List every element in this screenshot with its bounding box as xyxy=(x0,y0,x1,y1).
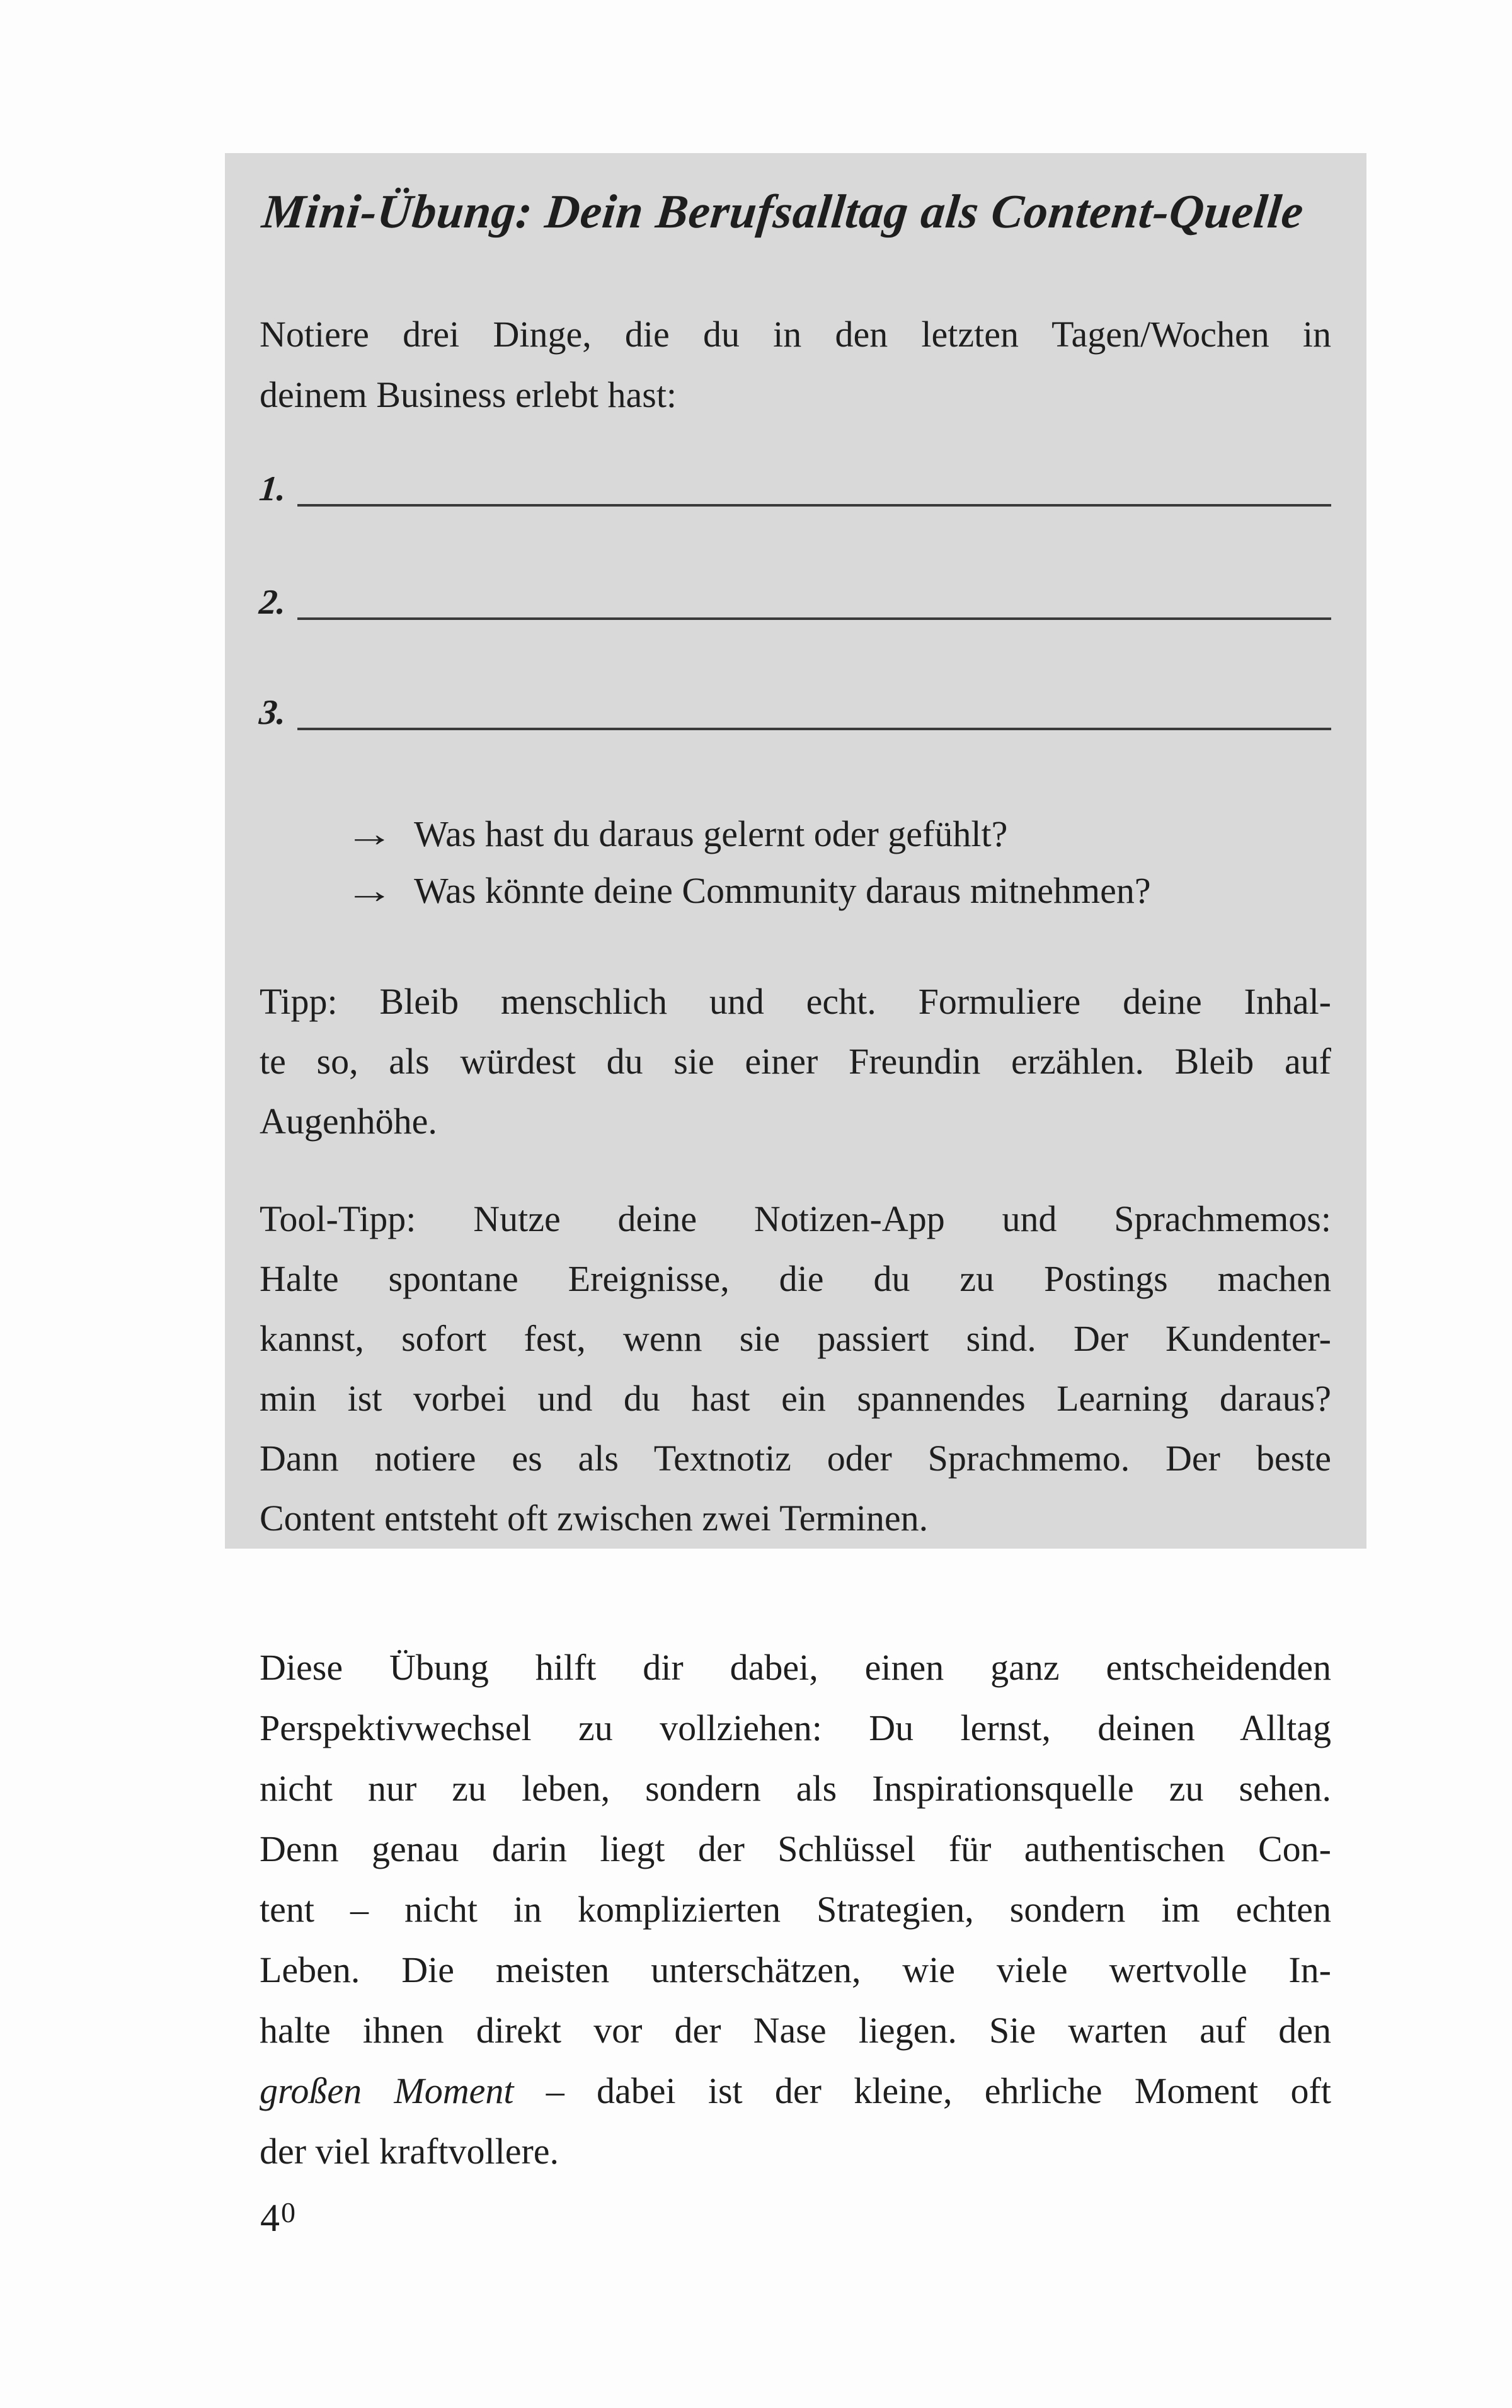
tipp-paragraph xyxy=(260,972,1331,1151)
text-line: te so, als würdest du sie einer Freundin erzählen. Bleib auf xyxy=(260,1041,1331,1082)
right-arrow-icon: → xyxy=(345,813,394,854)
text-line: Denn genau darin liegt der Schlüssel für authentischen Con- xyxy=(260,1828,1331,1869)
text-line: Augenhöhe. xyxy=(260,1101,437,1142)
text-line: Diese Übung hilft dir dabei, einen ganz entscheidenden xyxy=(260,1647,1331,1688)
page-number-digit: 4 xyxy=(260,2197,281,2240)
arrow-question-2 xyxy=(260,863,1331,919)
blank-line-1 xyxy=(257,455,1331,508)
arrow-question-1 xyxy=(260,806,1331,863)
blank-line-2 xyxy=(257,568,1331,622)
text-line: min ist vorbei und du hast ein spannendes Learning daraus? xyxy=(260,1378,1331,1419)
arrow-question-text: Was hast du daraus gelernt oder gefühlt? xyxy=(414,813,1008,854)
body-paragraph xyxy=(260,1637,1331,2182)
text-line: Content entsteht oft zwischen zwei Terminen. xyxy=(260,1498,929,1539)
arrow-question-list xyxy=(260,806,1331,919)
blank-rule-2 xyxy=(297,568,1331,620)
exercise-box xyxy=(225,153,1366,1549)
text-line: Tool-Tipp: Nutze deine Notizen-App und Sprachmemos: xyxy=(260,1198,1331,1239)
text-line: Notiere drei Dinge, die du in den letzten Tagen/Wochen in xyxy=(260,314,1331,355)
text-line: deinem Business erlebt hast: xyxy=(260,374,677,415)
exercise-intro xyxy=(260,304,1331,425)
text-line: Leben. Die meisten unterschätzen, wie viele wertvolle In- xyxy=(260,1949,1331,1990)
exercise-title: Mini-Übung: Dein Berufsalltag als Content-Quelle xyxy=(260,185,1307,238)
blank-number-3: 3. xyxy=(257,693,289,732)
text-line: Halte spontane Ereignisse, die du zu Postings machen xyxy=(260,1258,1331,1299)
page-number xyxy=(260,2196,297,2241)
text-line: tent – nicht in komplizierten Strategien, sondern im echten xyxy=(260,1889,1331,1930)
text-line: großen Moment – dabei ist der kleine, ehrliche Moment oft xyxy=(260,2070,1331,2111)
text-line: der viel kraftvollere. xyxy=(260,2131,559,2172)
text-line: kannst, sofort fest, wenn sie passiert sind. Der Kundenter- xyxy=(260,1318,1331,1359)
text-line: Dann notiere es als Textnotiz oder Sprachmemo. Der beste xyxy=(260,1438,1331,1479)
text-line: Perspektivwechsel zu vollziehen: Du lernst, deinen Alltag xyxy=(260,1707,1331,1748)
right-arrow-icon: → xyxy=(345,870,394,911)
blank-number-2: 2. xyxy=(257,583,289,622)
arrow-question-text: Was könnte deine Community daraus mitnehmen? xyxy=(414,870,1151,911)
blank-rule-1 xyxy=(297,455,1331,507)
blank-number-1: 1. xyxy=(257,469,289,508)
text-line: halte ihnen direkt vor der Nase liegen. Sie warten auf den xyxy=(260,2010,1331,2051)
blank-line-3 xyxy=(257,679,1331,732)
text-line: nicht nur zu leben, sondern als Inspirationsquelle zu sehen. xyxy=(260,1768,1331,1809)
text-line: Tipp: Bleib menschlich und echt. Formuliere deine Inhal- xyxy=(260,981,1331,1022)
blank-rule-3 xyxy=(297,679,1331,730)
page-number-digit: 0 xyxy=(281,2196,297,2228)
tool-tipp-paragraph xyxy=(260,1189,1331,1548)
